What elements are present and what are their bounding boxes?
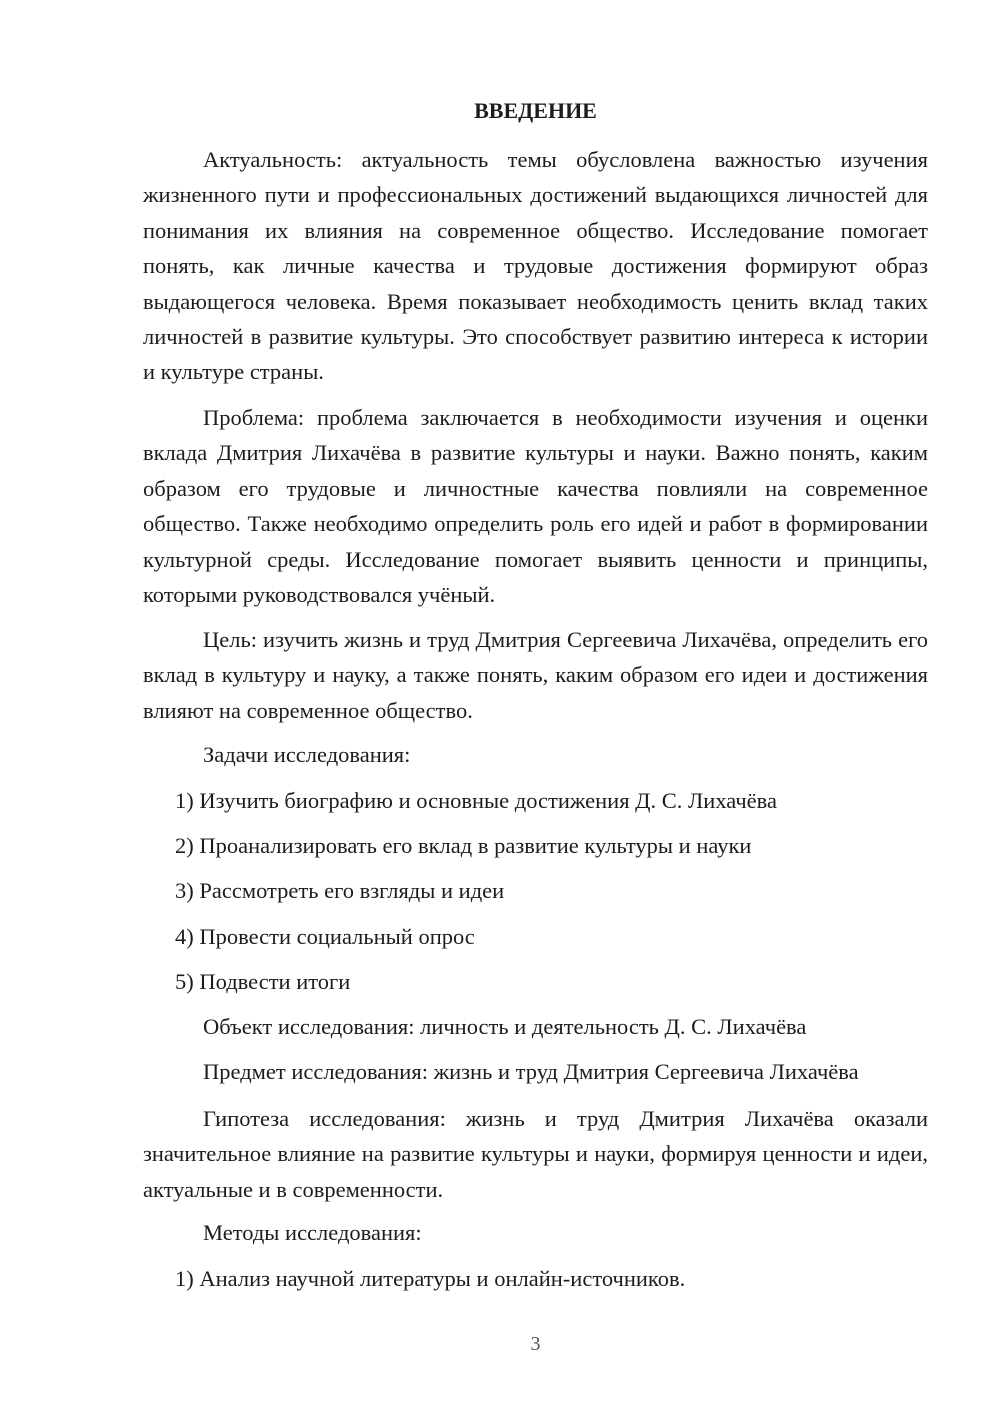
task-item-1: 1) Изучить биографию и основные достижения Д. С. Лихачёва bbox=[175, 788, 777, 813]
research-object: Объект исследования: личность и деятельность Д. С. Лихачёва bbox=[203, 1014, 807, 1039]
task-item-3: 3) Рассмотреть его взгляды и идеи bbox=[175, 878, 505, 903]
problem-paragraph: Проблема: проблема заключается в необходимости изучения и оценки вклада Дмитрия Лихачёва в развитие культуры и науки. Важно понять, каким образом его трудовые и личностные качества повлияли на современное общество. Также необходимо определить роль его идей и работ в формировании культурной среды. Исследование помогает выявить ценности и принципы, которыми руководствовался учёный. bbox=[143, 405, 928, 608]
relevance-paragraph: Актуальность: актуальность темы обусловлена важностью изучения жизненного пути и профессиональных достижений выдающихся личностей для понимания их влияния на современное общество. Исследование помогает понять, как личные качества и трудовые достижения формируют образ выдающегося человека. Время показывает необходимость ценить вклад таких личностей в развитие культуры. Это способствует развитию интереса к истории и культуре страны. bbox=[143, 147, 928, 385]
hypothesis-paragraph: Гипотеза исследования: жизнь и труд Дмитрия Лихачёва оказали значительное влияние на развитие культуры и науки, формируя ценности и идеи, актуальные и в современности. bbox=[143, 1106, 928, 1202]
tasks-title: Задачи исследования: bbox=[203, 742, 411, 767]
methods-title: Методы исследования: bbox=[203, 1220, 422, 1245]
task-item-4: 4) Провести социальный опрос bbox=[175, 924, 475, 949]
method-item-1: 1) Анализ научной литературы и онлайн-источников. bbox=[175, 1266, 686, 1291]
research-subject: Предмет исследования: жизнь и труд Дмитрия Сергеевича Лихачёва bbox=[203, 1059, 859, 1084]
task-item-2: 2) Проанализировать его вклад в развитие культуры и науки bbox=[175, 833, 752, 858]
goal-paragraph: Цель: изучить жизнь и труд Дмитрия Сергеевича Лихачёва, определить его вклад в культуру и науку, а также понять, каким образом его идеи и достижения влияют на современное общество. bbox=[143, 627, 928, 723]
section-heading: ВВЕДЕНИЕ bbox=[474, 98, 597, 123]
task-item-5: 5) Подвести итоги bbox=[175, 969, 351, 994]
page-number: 3 bbox=[530, 1333, 541, 1355]
